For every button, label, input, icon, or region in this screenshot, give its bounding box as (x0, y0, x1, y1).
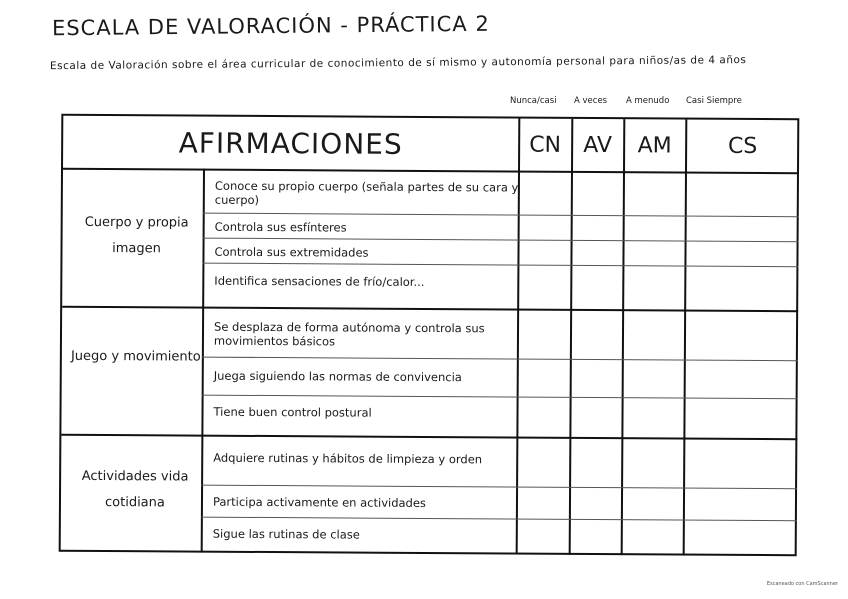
row-divider (203, 238, 799, 243)
category-body-image: Cuerpo y propia imagen (84, 214, 189, 257)
row-divider (201, 517, 797, 522)
statement-item: Participa activamente en actividades (212, 494, 426, 510)
rating-scale-table (59, 114, 800, 557)
column-divider-am (621, 119, 626, 555)
category-daily-activities: Actividades vida cotidiana (81, 468, 189, 511)
column-header-am: AM (637, 132, 672, 158)
legend-often: A menudo (626, 96, 670, 106)
statement-item: Controla sus esfínteres (214, 219, 347, 235)
row-divider (201, 485, 797, 490)
row-divider (202, 395, 798, 400)
category-play-movement: Juego y movimiento (70, 348, 201, 365)
column-header-av: AV (583, 132, 613, 158)
scanner-watermark: Escaneado con CamScanner (766, 581, 838, 587)
row-divider (202, 263, 798, 268)
document-subtitle: Escala de Valoración sobre el área curricular de conocimiento de sí mismo y autonomía personal para niños/as de 4 años (49, 54, 747, 73)
statement-item: Tiene buen control postural (213, 404, 372, 420)
row-divider (202, 357, 798, 362)
row-divider (203, 213, 799, 218)
section-divider (62, 306, 798, 312)
column-divider-av (569, 119, 574, 555)
column-header-cs: CS (727, 133, 758, 159)
statements-header: AFIRMACIONES (178, 125, 403, 161)
legend-never: Nunca/casi (510, 96, 557, 106)
statement-item: Adquiere rutinas y hábitos de limpieza y orden (213, 450, 483, 467)
statement-item: Se desplaza de forma autónoma y controla sus movimientos básicos (213, 319, 485, 349)
column-header-cn: CN (529, 132, 562, 158)
statement-item: Juega siguiendo las normas de convivencia (213, 368, 462, 385)
legend-almost-always: Casi Siempre (686, 96, 742, 106)
legend-sometimes: A veces (574, 96, 608, 106)
column-divider-cs (683, 120, 688, 556)
statement-item: Conoce su propio cuerpo (señala partes de su cara y cuerpo) (214, 178, 519, 207)
statement-item: Identifica sensaciones de frío/calor... (214, 273, 425, 289)
document-title: ESCALA DE VALORACIÓN - PRÁCTICA 2 (51, 11, 490, 41)
statement-item: Controla sus extremidades (214, 244, 369, 260)
statement-item: Sigue las rutinas de clase (212, 526, 360, 542)
section-divider (61, 434, 797, 440)
